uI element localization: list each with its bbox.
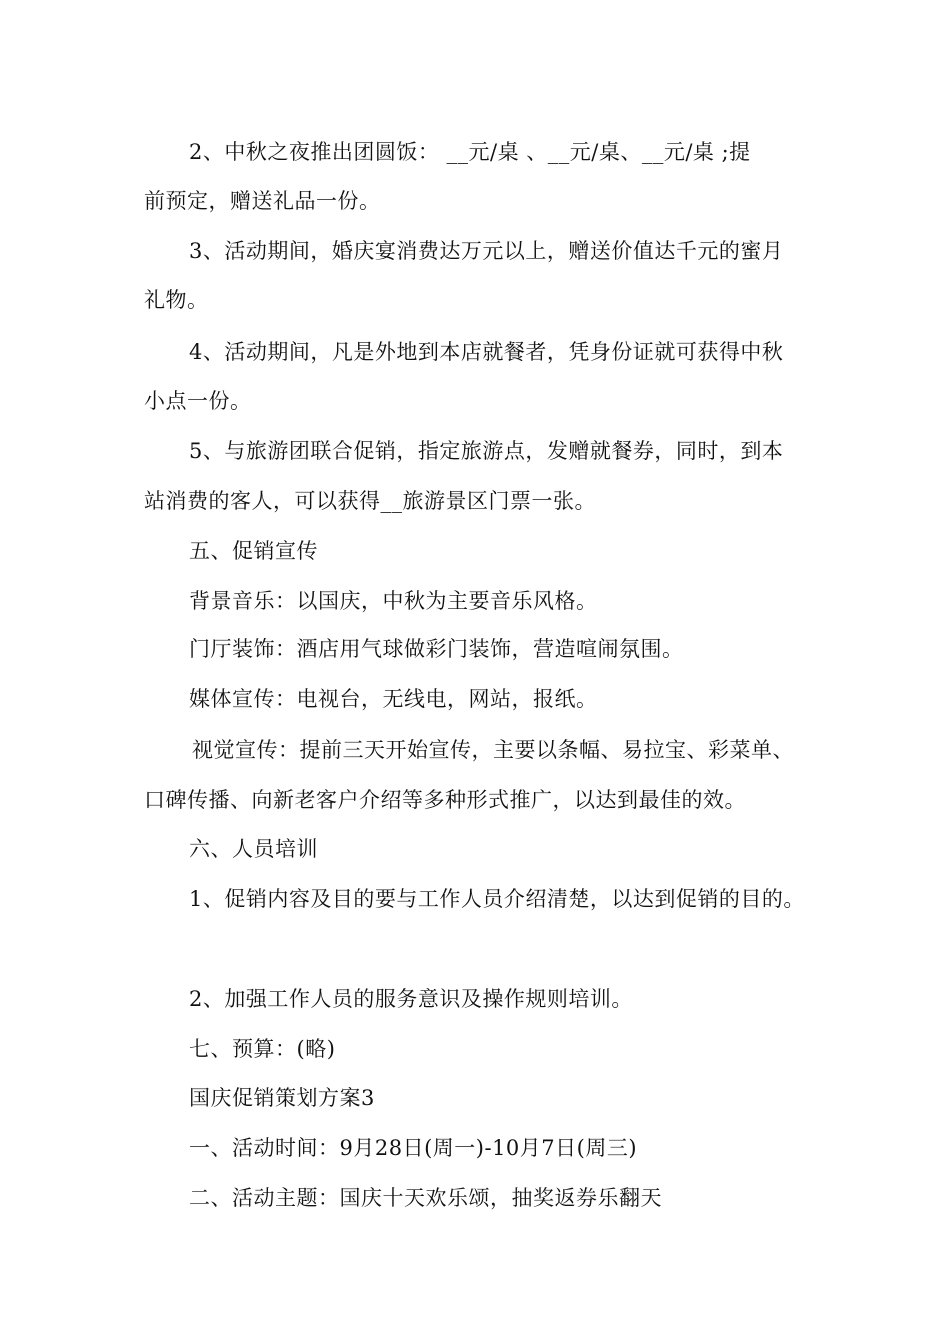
section-heading: 二、活动主题：国庆十天欢乐颂，抽奖返券乐翻天 — [189, 1186, 662, 1210]
paragraph-line: 前预定，赠送礼品一份。 — [144, 189, 381, 213]
paragraph-line: 媒体宣传：电视台，无线电，网站，报纸。 — [189, 687, 598, 711]
section-heading: 一、活动时间：9月28日(周一)-10月7日(周三) — [189, 1136, 638, 1160]
paragraph-line: 2、加强工作人员的服务意识及操作规则培训。 — [189, 987, 633, 1011]
paragraph-line: 3、活动期间，婚庆宴消费达万元以上，赠送价值达千元的蜜月 — [189, 239, 784, 263]
paragraph-line: 4、活动期间，凡是外地到本店就餐者，凭身份证就可获得中秋 — [189, 340, 784, 364]
section-heading: 七、预算：(略) — [189, 1037, 336, 1061]
paragraph-line: 礼物。 — [144, 288, 209, 312]
paragraph-line: 2、中秋之夜推出团圆饭： __元/桌 、__元/桌、__元/桌 ;提 — [189, 140, 751, 164]
paragraph-line: 视觉宣传：提前三天开始宣传，主要以条幅、易拉宝、彩菜单、 — [192, 738, 794, 762]
paragraph-line: 5、与旅游团联合促销，指定旅游点，发赠就餐券，同时，到本 — [189, 439, 784, 463]
paragraph-line: 1、促销内容及目的要与工作人员介绍清楚，以达到促销的目的。 — [189, 887, 805, 911]
paragraph-line: 背景音乐：以国庆，中秋为主要音乐风格。 — [189, 589, 598, 613]
document-title: 国庆促销策划方案3 — [189, 1086, 375, 1110]
section-heading: 六、人员培训 — [189, 837, 318, 861]
paragraph-line: 口碑传播、向新老客户介绍等多种形式推广，以达到最佳的效。 — [144, 788, 746, 812]
paragraph-line: 小点一份。 — [144, 389, 252, 413]
paragraph-line: 站消费的客人，可以获得__旅游景区门票一张。 — [144, 489, 596, 513]
section-heading: 五、促销宣传 — [189, 539, 318, 563]
paragraph-line: 门厅装饰：酒店用气球做彩门装饰，营造喧闹氛围。 — [189, 637, 684, 661]
